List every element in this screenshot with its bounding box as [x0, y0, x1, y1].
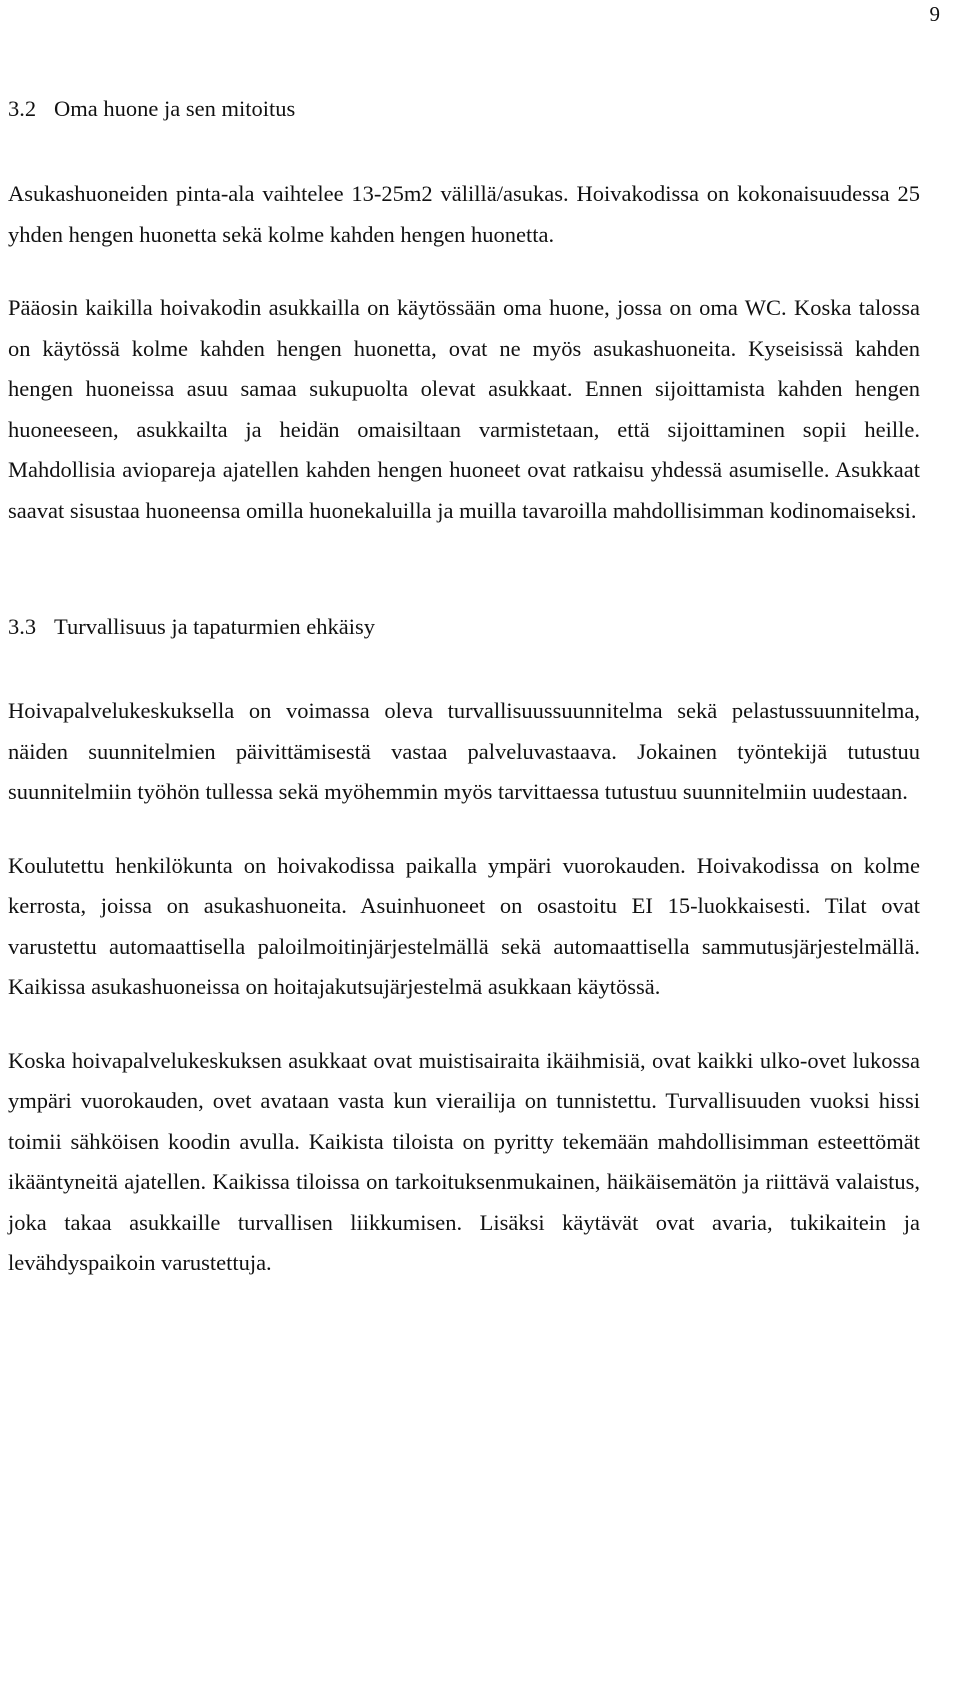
section-heading-3-3: [8, 612, 920, 642]
paragraph-staff-fire-safety: Koulutettu henkilökunta on hoivakodissa paikalla ympäri vuorokauden. Hoivakodissa on kolme kerrosta, joissa on asukashuoneita. Asuinhuoneet on osastoitu EI 15-luokkaisesti. Tilat ovat varustettu automaattisella paloilmoitinjärjestelmällä sekä automaattisella sammutusjärjestelmällä. Kaikissa asukashuoneissa on hoitajakutsujärjestelmä asukkaan käytössä.: [8, 852, 920, 999]
document-body: [8, 94, 920, 1284]
page-number: 9: [929, 2, 940, 26]
paragraph-own-room: Pääosin kaikilla hoivakodin asukkailla on käytössään oma huone, jossa on oma WC. Koska talossa on käytössä kolme kahden hengen huonetta, ovat ne myös asukashuoneita. Kyseisissä kahden hengen huoneissa asuu samaa sukupuolta olevat asukkaat. Ennen sijoittamista kahden hengen huoneeseen, asukkailta ja heidän omaisiltaan varmistetaan, että sijoittaminen sopii heille. Mahdollisia aviopareja ajatellen kahden hengen huoneet ovat ratkaisu yhdessä asumiselle. Asukkaat saavat sisustaa huoneensa omilla huonekaluilla ja muilla tavaroilla mahdollisimman kodinomaiseksi.: [8, 295, 920, 523]
section-heading-3-2: [8, 94, 920, 124]
paragraph-access-accessibility: Koska hoivapalvelukeskuksen asukkaat ovat muistisairaita ikäihmisiä, ovat kaikki ulko-ovet lukossa ympäri vuorokauden, ovet avataan vasta kun vierailija on tunnistettu. Turvallisuuden vuoksi hissi toimii sähköisen koodin avulla. Kaikista tiloista on pyritty tekemään mahdollisimman esteettömät ikääntyneitä ajatellen. Kaikissa tiloissa on tarkoituksenmukainen, häikäisemätön ja riittävä valaistus, joka takaa asukkaille turvallisen liikkumisen. Lisäksi käytävät ovat avaria, tukikaitein ja levähdyspaikoin varustettuja.: [8, 1047, 920, 1275]
section-title: Oma huone ja sen mitoitus: [54, 96, 296, 121]
section-title: Turvallisuus ja tapaturmien ehkäisy: [54, 614, 375, 639]
paragraph-safety-plan: Hoivapalvelukeskuksella on voimassa oleva turvallisuussuunnitelma sekä pelastussuunnitelma, näiden suunnitelmien päivittämisestä vastaa palveluvastaava. Jokainen työntekijä tutustuu suunnitelmiin työhön tullessa sekä myöhemmin myös tarvittaessa tutustuu suunnitelmiin uudestaan.: [8, 698, 920, 804]
paragraph-room-area: Asukashuoneiden pinta-ala vaihtelee 13-25m2 välillä/asukas. Hoivakodissa on kokonaisuudessa 25 yhden hengen huonetta sekä kolme kahden hengen huonetta.: [8, 181, 920, 247]
section-number: 3.2: [8, 96, 37, 121]
section-number: 3.3: [8, 614, 37, 639]
